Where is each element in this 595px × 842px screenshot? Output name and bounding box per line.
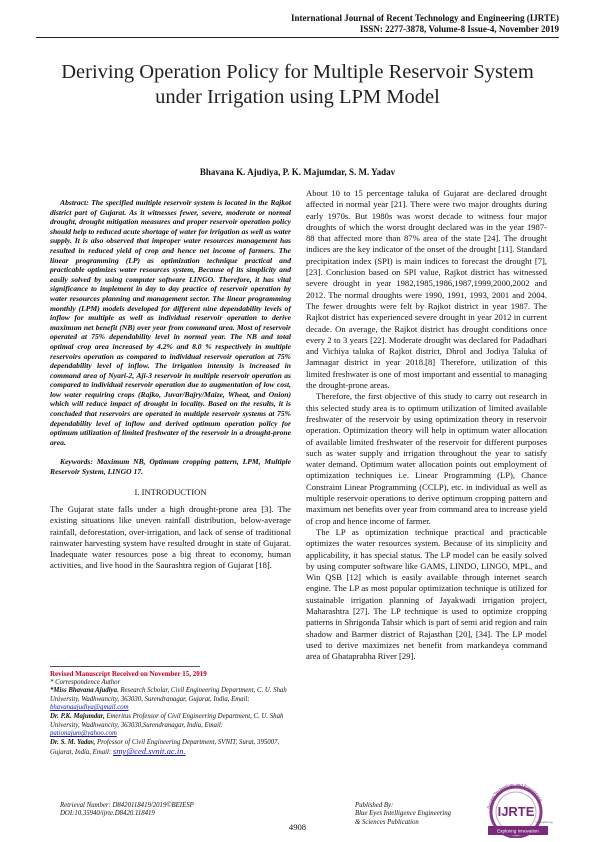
doi: DOI:10.35940/ijrte.D8420.118419 xyxy=(60,810,155,818)
abstract xyxy=(50,198,291,447)
abstract-text: The specified multiple reservoir system is located in the Rajkot district part of Gujarat. As it witnesses fewer, severe, moderate or normal drought, drought mitigation measures and proper reservoir operation policy should help to reduced acute shortage of water for irrigation as well as water supply. It is also observed that improper water resources management has resulted in reduced yield of crop and hence net income of farmers. The linear programming (LP) as optimization technique practical and practicable optimizes water resources system, Because of its simplicity and easily solved by using computer software LINGO. Therefore, it has vital significance to implement in day to day practice of reservoir operation by water resources planning and management sector. The linear programming monthly (LPM) models developed for different nine dependability levels of inflow for multiple as well as individual reservoir operation to derive maximum net benefit (NB) over year from command area. Most of reservoir operated at 75% dependability level in normal year. The NB and total optimal crop area increased by 4.2% and 8.0 % respectively in multiple reservoirs operation as compared to individual reservoir operation at 75% dependability level of inflow. The irrigation intensity is increased in command area of Nyari-2, Aji-3 reservoir in multiple reservoir operation as compared to individual reservoir operation due to augmentation of low cost, low water requiring crops (Rajko, Juvar/Bajry/Maize, Wheat, and Onion) which will reduce impact of drought in locality. Based on the results, it is concluded that reservoirs are operated in multiple reservoir systems at 75% dependability level of inflow and derived optimum operation policy for optimum utilization of limited freshwater of the reservoir in a drought-prone area. xyxy=(50,198,291,447)
journal-name: International Journal of Recent Technology and Engineering (IJRTE) xyxy=(291,13,559,23)
retrieval-number: Retrieval Number: D8420118419/2019©BEIESP xyxy=(60,802,194,809)
retrieval-info xyxy=(60,802,194,819)
footnote-rule xyxy=(50,666,200,667)
logo-text: IJRTE xyxy=(497,804,535,819)
author-affiliation xyxy=(50,713,291,739)
intro-paragraph: The Gujarat state falls under a high drought-prone area [3]. The existing situations like uneven rainfall distribution, below-average rainfall, deforestation, over-irrigation, and lack of sense of traditional rainwater harvesting system have resulted drought in state of Gujarat. Inadequate water resources pose a big threat to economy, human activities, and live hood in the Saurashtra region of Gujarat [18]. xyxy=(50,503,291,571)
logo-tagline: Exploring Innovation xyxy=(497,828,539,834)
affiliation-text: , Research Scholar, Civil Engineering Department, C. U. Shah University, Wadhwancity, 363030, Surendranagar, Gujarat, India, Email: xyxy=(50,687,287,703)
author-name: Dr. S. M. Yadav, xyxy=(50,738,96,746)
affiliation-text: Emeritus Professor of Civil Engineering Department, C. U. Shah University, Wadhwancity, 363030,Surendranagar, India, Email: xyxy=(50,712,284,729)
keywords-label: Keywords: xyxy=(60,457,93,467)
publisher-label: Published By: xyxy=(355,802,394,809)
email-link[interactable]: smy@ced.svnit.ac.in. xyxy=(112,746,186,757)
journal-header xyxy=(291,13,559,35)
affiliation-text: Professor of Civil Engineering Department, SVNIT, Surat, 395007, Gujarat, India, Email: xyxy=(50,738,280,757)
logo-url: www.ijrte.org xyxy=(535,820,553,824)
journal-logo xyxy=(478,778,556,838)
received-date: Revised Manuscript Received on November 15, 2019 xyxy=(50,670,207,678)
abstract-label: Abstract: xyxy=(60,198,89,207)
section-heading-introduction: I. INTRODUCTION xyxy=(134,486,207,497)
publisher-name: Blue Eyes Intelligence Engineering xyxy=(355,810,452,818)
header-rule xyxy=(36,37,559,38)
author-name: Dr. P.K. Majumdar, xyxy=(50,712,105,720)
paper-title: Deriving Operation Policy for Multiple Reservoir System under Irrigation using LPM Model xyxy=(61,61,534,108)
publisher-name-2: & Sciences Publication xyxy=(355,818,419,826)
keywords-text: Maximum NB, Optimum cropping pattern, LPM, Multiple Reservoir System, LINGO 17. xyxy=(50,457,291,477)
body-paragraph: About 10 to 15 percentage taluka of Gujarat are declared drought affected in normal year [21]. There were two major droughts during early 1970s. But 1980s was worst decade to witness four major droughts of which the worst drought declared was in the year 1987-88 that affected more than 87% area of the state [24]. The drought indices are the key indicator of the onset of the drought [11]. Standard precipitation index (SPI) is main indices to forecast the drought [7], [23]. Conclusion based on SPI value, Rajkot district has witnessed severe drought in year 1982,1985,1986,1987,1999,2000,2002 and 2012. The normal droughts were 1990, 1991, 1993, 2001 and 2004. The fewer droughts were felt by Rajkot district in year 1987. The Rajkot district has experienced severe drought in year 2012 in current decade. On average, the Rajkot district has drought conditions once every 2 to 3 years [22]. Moderate drought was declared for Padadhari and Vichiya taluka of Rajkot district, Dhrol and Jodiya Taluka of Jamnagar district in year 2018.[8] Therefore, utilization of this limited freshwater is one of most important and essential to managing the drought-prone areas. xyxy=(306,188,547,391)
logo-ring-text: Recent Technology and Engineering xyxy=(486,781,544,810)
footnotes xyxy=(50,670,291,758)
journal-issn: ISSN: 2277-3878, Volume-8 Issue-4, November 2019 xyxy=(359,24,559,34)
author-affiliation xyxy=(50,687,291,713)
author-name: *Miss Bhavana Ajudiya xyxy=(50,687,117,695)
left-column xyxy=(50,198,291,572)
correspondence-note: * Correspondence Author xyxy=(50,678,121,686)
author-affiliation xyxy=(50,739,291,758)
email-link[interactable]: bhavanaajudiya@gmail.com xyxy=(50,704,129,712)
author-list: Bhavana K. Ajudiya, P. K. Majumdar, S. M. Yadav xyxy=(199,167,396,177)
page-number: 4908 xyxy=(288,822,307,832)
body-paragraph: The LP as optimization technique practical and practicable optimizes the water resources system. Because of its simplicity and applicability, it has special status. The LP model can be easily solved by using computer software like GAMS, LINDO, LINGO, MPL, and Win QSB [12] which is easily available through internet search engine. The LP as most popular optimization technique is utilized for sustainable irrigation planning of Jayakwadi irrigation project, Maharashtra [27]. The LP technique is used to optimize cropping patterns in Shrigonda Tahsir which is part of semi arid region and rain shadow and Barmer district of Rajasthan [20], [34]. The LP model used to derive maximizes net benefit from markandeya command area of Ghataprabha River [29]. xyxy=(306,526,547,662)
keywords xyxy=(50,457,291,476)
email-link[interactable]: pationajum@yahoo.com xyxy=(50,730,117,738)
body-paragraph: Therefore, the first objective of this study to carry out research in this selected study area is to optimum utilization of limited available freshwater of the reservoir by using optimization theory in reservoir operation. Optimization theory will help in optimum water allocation of available limited freshwater of the reservoir for different purposes such as water supply and irrigation throughout the year to satisfy water demand. Optimum water allocation points out employment of optimization techniques i.e. Linear Programming (LP), Chance Constraint Linear Programming (CCLP), etc. in individual as well as multiple reservoir operations to derive optimum cropping pattern and maximum net benefits over year from command area to increase yield of crop and hence income of farmer. xyxy=(306,391,548,526)
right-column xyxy=(306,188,547,662)
